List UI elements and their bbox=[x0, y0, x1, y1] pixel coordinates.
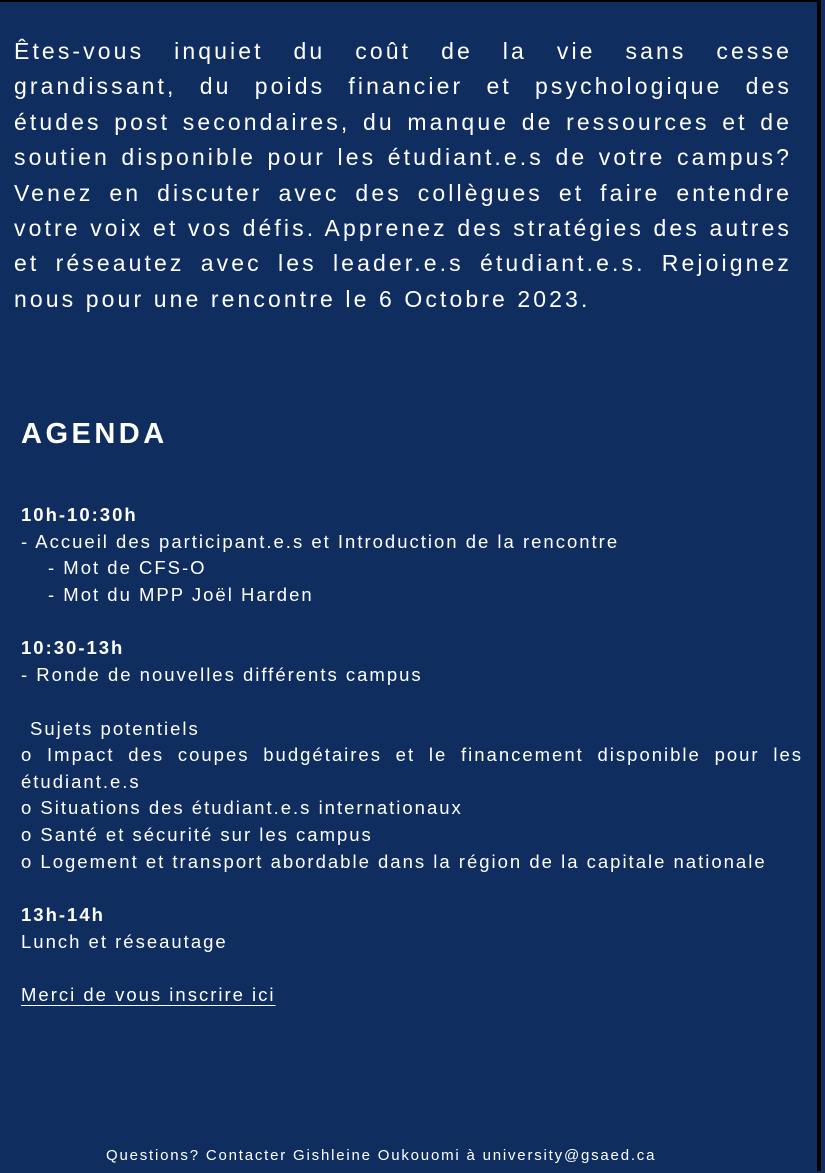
agenda-subitem-cfso: - Mot de CFS-O bbox=[48, 557, 207, 579]
contact-footer: Questions? Contacter Gishleine Oukouomi à university@gsaed.ca bbox=[106, 1147, 657, 1164]
register-link[interactable]: Merci de vous inscrire ici bbox=[21, 984, 276, 1006]
agenda-item-welcome: - Accueil des participant.e.s et Introduction de la rencontre bbox=[21, 530, 620, 552]
time-slot-2: 10:30-13h bbox=[21, 637, 125, 659]
topic-item: o Santé et sécurité sur les campus bbox=[21, 823, 373, 845]
intro-paragraph: Êtes-vous inquiet du coût de la vie sans cesse grandissant, du poids financier et psychologique des études post secondaires, du manque de ressources et de soutien disponible pour les étudiant.e.s de votre campus? Venez en discuter avec des collègues et faire entendre votre voix et vos défis. Apprenez des stratégies des autres et réseautez avec les leader.e.s étudiant.e.s. Rejoignez nous pour une rencontre le 6 Octobre 2023. bbox=[14, 38, 792, 312]
topic-item: o Situations des étudiant.e.s internationaux bbox=[21, 797, 463, 819]
agenda-program bbox=[21, 502, 803, 1009]
topics-heading: Sujets potentiels bbox=[30, 717, 200, 739]
topic-item: o Impact des coupes budgétaires et le financement disponible pour les étudiant.e.s bbox=[21, 744, 803, 792]
agenda-subitem-mpp: - Mot du MPP Joël Harden bbox=[48, 583, 314, 605]
agenda-item-lunch: Lunch et réseautage bbox=[21, 930, 228, 952]
topic-item: o Logement et transport abordable dans la région de la capitale nationale bbox=[21, 850, 767, 872]
time-slot-3: 13h-14h bbox=[21, 904, 105, 926]
agenda-item-news-round: - Ronde de nouvelles différents campus bbox=[21, 663, 423, 685]
agenda-heading: AGENDA bbox=[21, 418, 168, 450]
time-slot-1: 10h-10:30h bbox=[21, 504, 138, 525]
